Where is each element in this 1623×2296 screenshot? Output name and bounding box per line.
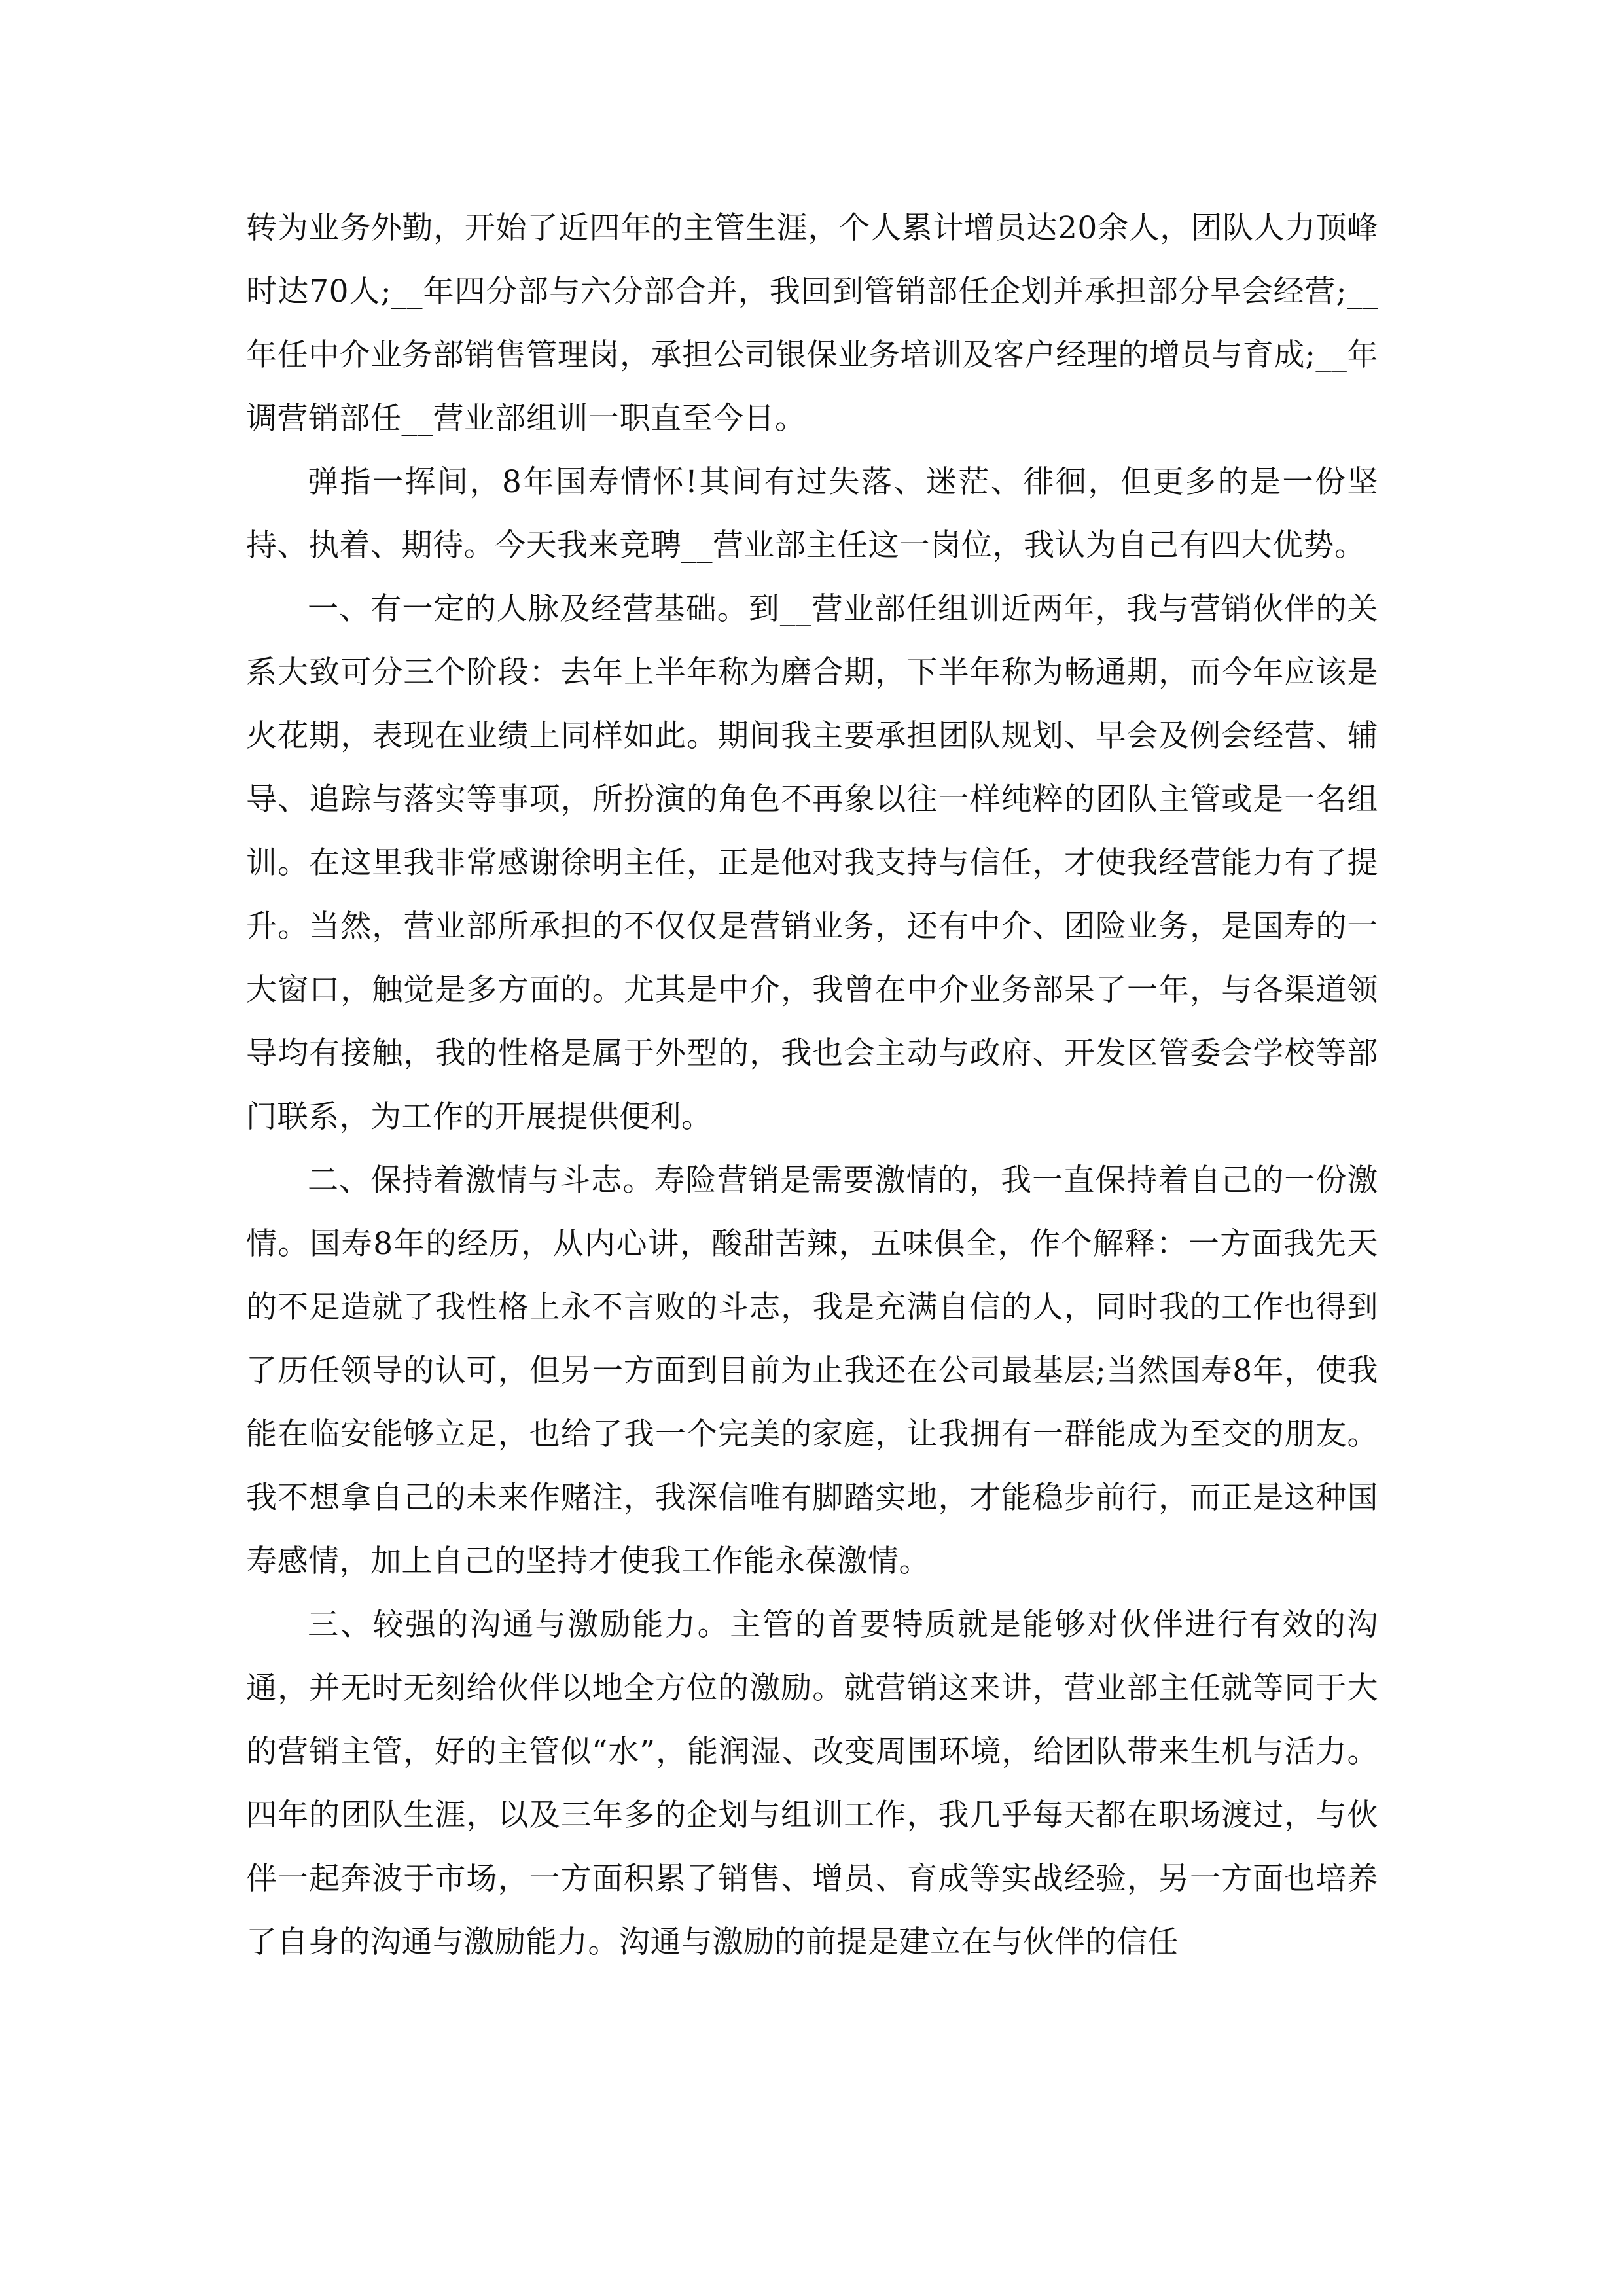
paragraph-continuation: 转为业务外勤，开始了近四年的主管生涯，个人累计增员达20余人，团队人力顶峰时达70人;__年四分部与六分部合并，我回到管销部任企划并承担部分早会经营;__年任中介业务部销售管理岗，承担公司银保业务培训及客户经理的增员与育成;__年调营销部任__营业部组训一职直至今日。 <box>246 210 1378 437</box>
paragraph-intro: 弹指一挥间，8年国寿情怀!其间有过失落、迷茫、徘徊，但更多的是一份坚持、执着、期待。今天我来竞聘__营业部主任这一岗位，我认为自己有四大优势。 <box>246 464 1378 564</box>
document-body <box>246 196 1378 1974</box>
paragraph-advantage-3: 三、较强的沟通与激励能力。主管的首要特质就是能够对伙伴进行有效的沟通，并无时无刻给伙伴以地全方位的激励。就营销这来讲，营业部主任就等同于大的营销主管，好的主管似“水”，能润湿、改变周围环境，给团队带来生机与活力。四年的团队生涯，以及三年多的企划与组训工作，我几乎每天都在职场渡过，与伙伴一起奔波于市场，一方面积累了销售、增员、育成等实战经验，另一方面也培养了自身的沟通与激励能力。沟通与激励的前提是建立在与伙伴的信任 <box>246 1607 1378 1960</box>
paragraph-advantage-2: 二、保持着激情与斗志。寿险营销是需要激情的，我一直保持着自己的一份激情。国寿8年的经历，从内心讲，酸甜苦辣，五味俱全，作个解释：一方面我先天的不足造就了我性格上永不言败的斗志，我是充满自信的人，同时我的工作也得到了历任领导的认可，但另一方面到目前为止我还在公司最基层;当然国寿8年，使我能在临安能够立足，也给了我一个完美的家庭，让我拥有一群能成为至交的朋友。我不想拿自己的未来作赌注，我深信唯有脚踏实地，才能稳步前行，而正是这种国寿感情，加上自己的坚持才使我工作能永葆激情。 <box>246 1162 1378 1579</box>
paragraph-advantage-1: 一、有一定的人脉及经营基础。到__营业部任组训近两年，我与营销伙伴的关系大致可分三个阶段：去年上半年称为磨合期，下半年称为畅通期，而今年应该是火花期，表现在业绩上同样如此。期间我主要承担团队规划、早会及例会经营、辅导、追踪与落实等事项，所扮演的角色不再象以往一样纯粹的团队主管或是一名组训。在这里我非常感谢徐明主任，正是他对我支持与信任，才使我经营能力有了提升。当然，营业部所承担的不仅仅是营销业务，还有中介、团险业务，是国寿的一大窗口，触觉是多方面的。尤其是中介，我曾在中介业务部呆了一年，与各渠道领导均有接触，我的性格是属于外型的，我也会主动与政府、开发区管委会学校等部门联系，为工作的开展提供便利。 <box>246 591 1378 1135</box>
